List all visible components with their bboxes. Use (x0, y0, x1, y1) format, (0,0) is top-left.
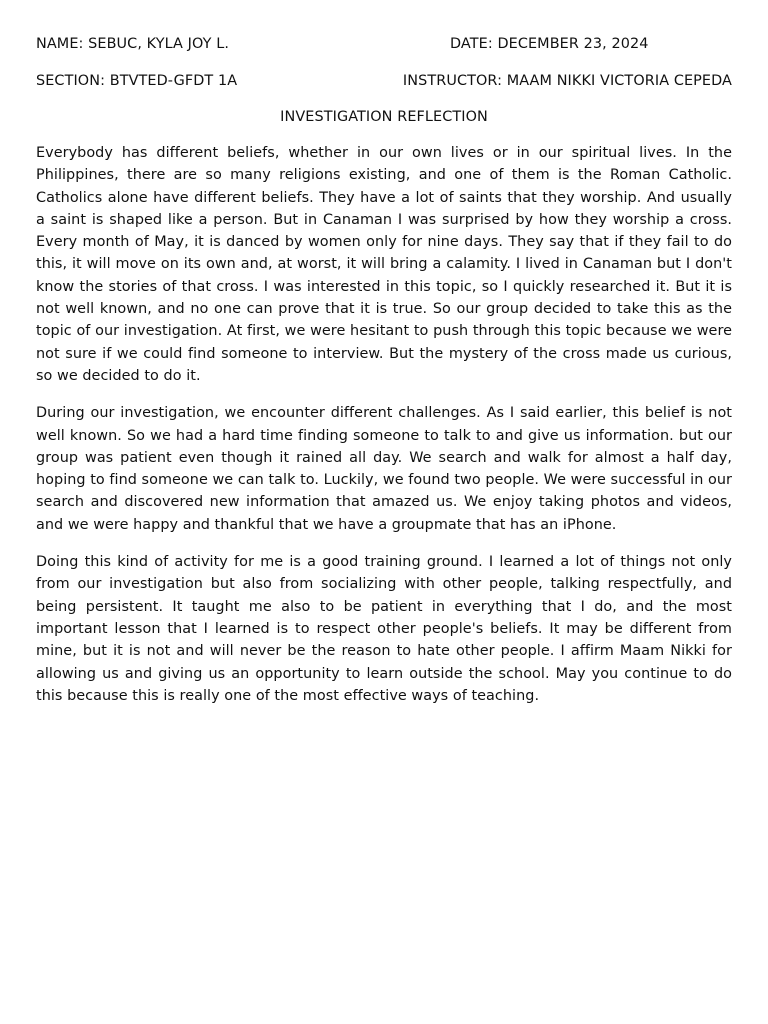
header-row-section-instructor (36, 70, 732, 93)
student-name: NAME: SEBUC, KYLA JOY L. (36, 36, 229, 52)
header-row-name-date (36, 33, 732, 56)
section-label: SECTION: BTVTED-GFDT 1A (36, 72, 238, 89)
paragraph-2: During our investigation, we encounter different challenges. As I said earlier, this belief is not well known. So we had a hard time finding someone to talk to and give us information. but our group was patient even though it rained all day. We search and walk for almost a half day, hoping to find someone we can talk to. Luckily, we found two people. We were successful in our search and discovered new information that amazed us. We enjoy taking photos and videos, and we were happy and thankful that we have a groupmate that has an iPhone. (36, 405, 732, 533)
paragraph-3: Doing this kind of activity for me is a good training ground. I learned a lot of things not only from our investigation but also from socializing with other people, talking respectfully, and being persistent. It taught me also to be patient in everything that I do, and the most important lesson that I learned is to respect other people's beliefs. It may be different from mine, but it is not and will never be the reason to hate other people. I affirm Maam Nikki for allowing us and giving us an opportunity to learn outside the school. May you continue to do this because this is really one of the most effective ways of teaching. (36, 554, 732, 704)
instructor-label: INSTRUCTOR: MAAM NIKKI VICTORIA CEPEDA (402, 72, 732, 89)
paragraph-1: Everybody has different beliefs, whether in our own lives or in our spiritual lives. In the Philippines, there are so many religions existing, and one of them is the Roman Catholic. Catholics alone have different beliefs. They have a lot of saints that they worship. And usually a saint is shaped like a person. But in Canaman I was surprised by how they worship a cross. Every month of May, it is danced by women only for nine days. They say that if they fail to do this, it will move on its own and, at worst, it will bring a calamity. I lived in Canaman but I don't know the stories of that cross. I was interested in this topic, so I quickly researched it. But it is not well known, and no one can prove that it is true. So our group decided to take this as the topic of our investigation. At first, we were hesitant to push through this topic because we were not sure if we could find someone to interview. But the mystery of the cross made us curious, so we decided to do it. (36, 145, 732, 384)
document-date: DATE: DECEMBER 23, 2024 (450, 36, 649, 52)
document-title: INVESTIGATION REFLECTION (280, 109, 488, 125)
